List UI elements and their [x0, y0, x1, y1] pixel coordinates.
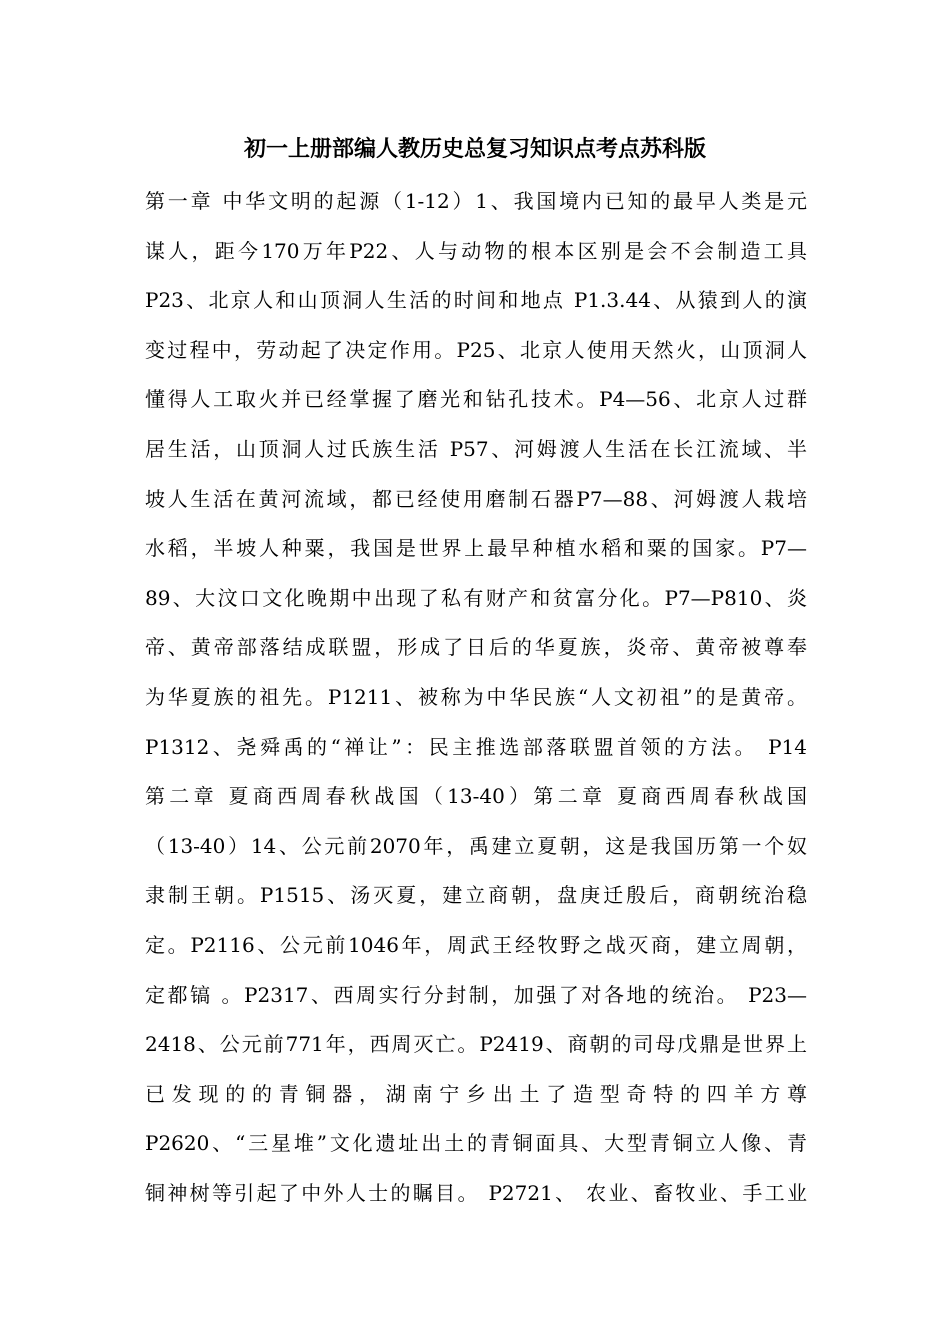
text-line: P23、北京人和山顶洞人生活的时间和地点 P1.3.44、从猿到人的演 [145, 288, 807, 313]
text-line: 第二章 夏商西周春秋战国（13-40）第二章 夏商西周春秋战国 [145, 784, 807, 809]
text-line: （13-40）14、公元前2070年，禹建立夏朝，这是我国历第一个奴 [145, 833, 807, 858]
text-line: 第一章 中华文明的起源（1-12）1、我国境内已知的最早人类是元 [145, 189, 807, 213]
text-line: P2620、“三星堆”文化遗址出土的青铜面具、大型青铜立人像、青 [145, 1131, 807, 1156]
text-line: 水稻，半坡人种粟，我国是世界上最早种植水稻和粟的国家。P7— [145, 536, 807, 561]
text-line: 谋人，距今170万年P22、人与动物的根本区别是会不会制造工具 [145, 238, 807, 263]
text-line: 帝、黄帝部落结成联盟，形成了日后的华夏族，炎帝、黄帝被尊奉 [145, 635, 807, 660]
text-line: 懂得人工取火并已经掌握了磨光和钻孔技术。P4—56、北京人过群 [145, 387, 807, 412]
text-line: P1312、尧舜禹的“禅让”：民主推选部落联盟首领的方法。 P14 [145, 734, 807, 759]
text-line: 2418、公元前771年，西周灭亡。P2419、商朝的司母戊鼎是世界上 [145, 1032, 807, 1057]
text-line: 为华夏族的祖先。P1211、被称为中华民族“人文初祖”的是黄帝。 [145, 684, 807, 709]
text-line: 已发现的的青铜器，湖南宁乡出土了造型奇特的四羊方尊 [145, 1081, 807, 1106]
text-line: 定。P2116、公元前1046年，周武王经牧野之战灭商，建立周朝， [145, 932, 807, 957]
text-line: 89、大汶口文化晚期中出现了私有财产和贫富分化。P7—P810、炎 [145, 585, 807, 610]
document-title: 初一上册部编人教历史总复习知识点考点苏科版 [243, 137, 706, 162]
document-body [145, 181, 807, 1222]
text-line: 坡人生活在黄河流域，都已经使用磨制石器P7—88、河姆渡人栽培 [145, 486, 807, 511]
text-line: 变过程中，劳动起了决定作用。P25、北京人使用天然火，山顶洞人 [145, 337, 807, 362]
text-line: 居生活，山顶洞人过氏族生活 P57、河姆渡人生活在长江流域、半 [145, 436, 807, 461]
text-line: 隶制王朝。P1515、汤灭夏，建立商朝，盘庚迁殷后，商朝统治稳 [145, 883, 807, 908]
text-line: 铜神树等引起了中外人士的瞩目。 P2721、 农业、畜牧业、手工业 [145, 1180, 807, 1205]
text-line: 定都镐 。P2317、西周实行分封制，加强了对各地的统治。 P23— [145, 982, 807, 1007]
